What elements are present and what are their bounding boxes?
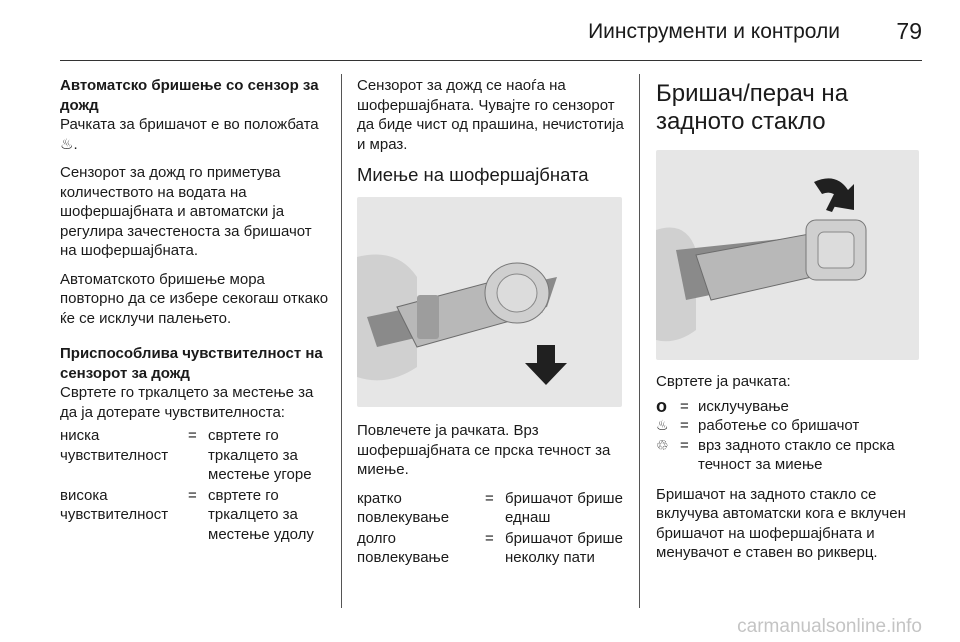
equals-sign: =	[680, 436, 689, 454]
definition-term: ниска чувствителност	[60, 427, 169, 464]
rear-wiper-icon: ♨	[656, 417, 669, 433]
equals-sign: =	[485, 529, 494, 547]
wiper-stalk-illustration	[357, 197, 622, 407]
rear-wiper-illustration	[656, 150, 919, 360]
column-divider	[639, 74, 640, 608]
column-3	[656, 76, 922, 572]
paragraph: Рачката за бришачот е во положбата ♨.	[60, 116, 319, 153]
definition-desc: бришачот брише еднаш	[505, 489, 623, 526]
equals-sign: =	[485, 489, 494, 507]
equals-sign: =	[680, 397, 689, 415]
page-header	[0, 0, 960, 60]
symbol-row	[656, 416, 922, 436]
symbol-desc: врз задното стакло се прска течност за миење	[698, 436, 895, 473]
section-heading: Приспособлива чувствителност на сензорот за дожд	[60, 345, 323, 382]
off-icon: o	[656, 395, 667, 416]
definition-row	[60, 486, 332, 545]
definition-row	[357, 529, 629, 568]
definition-term: долго повлекување	[357, 529, 450, 566]
header-rule	[60, 60, 922, 61]
page-number: 79	[896, 18, 922, 44]
definition-term: кратко повлекување	[357, 489, 450, 526]
wiper-stalk-pull-image	[357, 197, 622, 407]
paragraph: Сензорот за дожд се наоѓа на шофершајбната. Чувајте го сензорот да биде чист од прашина, нечистотија и мраз.	[357, 77, 624, 153]
symbol-row	[656, 436, 922, 475]
definition-desc: бришачот брише неколку пати	[505, 529, 623, 566]
paragraph: Свртете го тркалцето за местење за да ја дотерате чувствителноста:	[60, 384, 314, 421]
paragraph: Повлечете ја рачката. Врз шофершајбната се прска течност за миење.	[357, 422, 611, 478]
equals-sign: =	[188, 486, 197, 504]
column-1	[60, 76, 332, 545]
paragraph: Автоматското бришење мора повторно да се избере секогаш откако ќе се исклучи палењето.	[60, 270, 329, 327]
rear-washer-icon: ♲	[656, 436, 669, 453]
section-heading: Бришач/перач на задното стакло	[656, 80, 849, 135]
paragraph: Свртете ја рачката:	[656, 373, 791, 390]
paragraph: Бришачот на задното стакло се вклучува автоматски кога е вклучен бришачот на шофершајбната и менувачот е ставен во рикверц.	[656, 485, 906, 561]
column-2	[357, 76, 629, 569]
paragraph: Сензорот за дожд го приметува количеството на водата на шофершајбната и автоматски ја регулира зачестеноста за бришачот на шофершајбната.	[60, 164, 312, 259]
equals-sign: =	[680, 417, 689, 434]
definition-row	[357, 489, 629, 528]
symbol-desc: работење со бришачот	[698, 417, 860, 434]
definition-desc: свртете го тркалцето за местење удолу	[208, 486, 314, 543]
section-heading: Автоматско бришење со сензор за дожд	[60, 77, 319, 114]
symbol-desc: исклучување	[698, 397, 789, 415]
definition-row	[60, 426, 332, 485]
column-divider	[341, 74, 342, 608]
equals-sign: =	[188, 427, 197, 444]
header-title: Иинструменти и контроли	[588, 20, 840, 43]
definition-desc: свртете го тркалцето за местење угоре	[208, 427, 312, 483]
definition-term: висока чувствителност	[60, 486, 169, 523]
section-heading: Миење на шофершајбната	[357, 164, 589, 185]
watermark: carmanualsonline.info	[737, 616, 922, 637]
symbol-row	[656, 397, 922, 417]
rear-wiper-rotate-image	[656, 150, 919, 360]
